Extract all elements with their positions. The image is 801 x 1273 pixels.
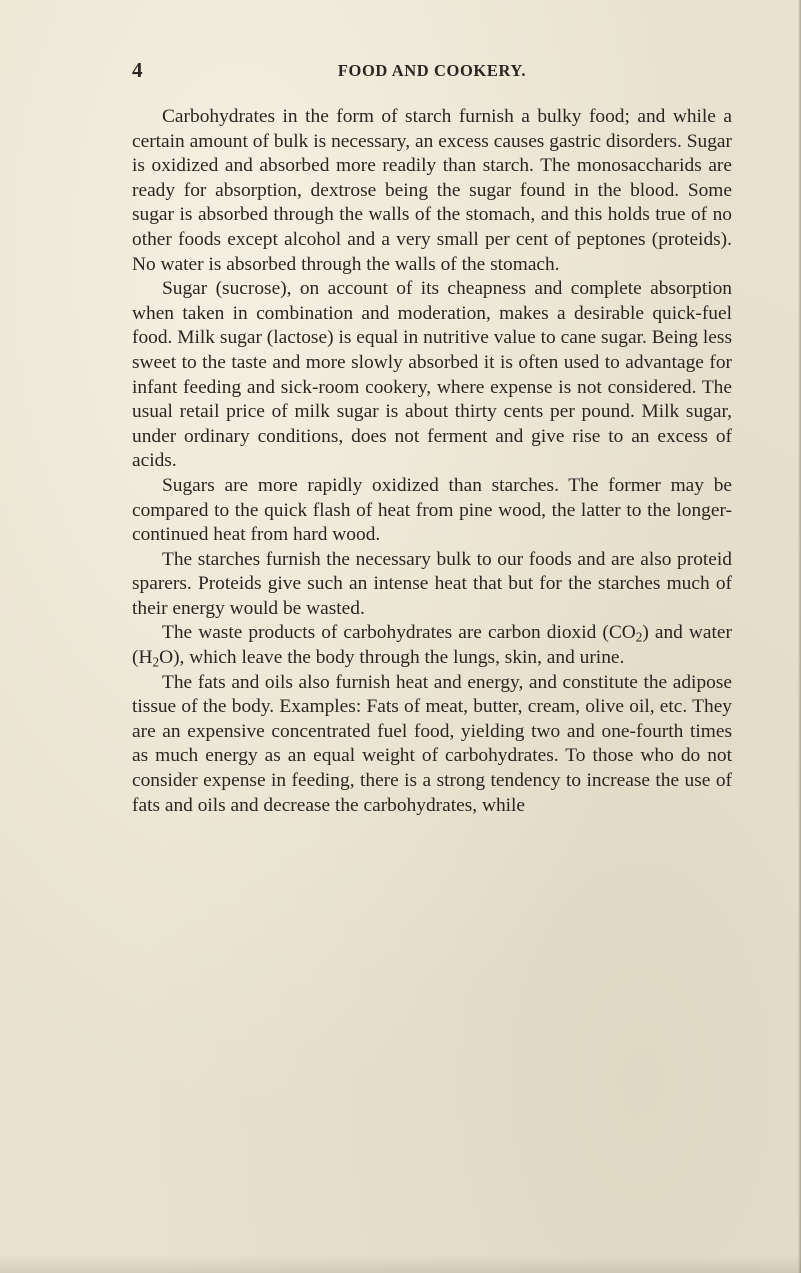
waste-text-part-3: O), which leave the body through the lungs, skin, and urine. — [159, 647, 625, 669]
paragraph-sucrose-lactose: Sugar (sucrose), on account of its cheapness and complete absorption when taken in combination and moderation, makes a desirable quick-fuel food. Milk sugar (lactose) is equal in nutritive value to cane sugar. Being less sweet to the taste and more slowly absorbed it is often used to advantage for infant feeding and sick-room cookery, where expense is not considered. The usual retail price of milk sugar is about thirty cents per pound. Milk sugar, under ordinary conditions, does not ferment and give rise to an excess of acids. — [132, 278, 732, 472]
paragraph-starches-bulk: The starches furnish the necessary bulk to our foods and are also proteid sparers. Proteids give such an intense heat that but for the starches much of their energy would be wasted. — [132, 548, 732, 619]
h2o-subscript: 2 — [152, 654, 160, 670]
body-text — [132, 105, 732, 818]
running-head: FOOD AND COOKERY. — [337, 61, 527, 80]
paragraph-sugars-vs-starches: Sugars are more rapidly oxidized than starches. The former may be compared to the quick flash of heat from pine wood, the latter to the longer-continued heat from hard wood. — [132, 474, 732, 546]
co2-subscript: 2 — [635, 629, 643, 645]
paragraph-waste-products — [132, 621, 732, 670]
waste-text-part-2: ) and water (H — [132, 622, 732, 669]
page-number: 4 — [132, 58, 143, 82]
paragraph-fats-and-oils: The fats and oils also furnish heat and energy, and constitute the adipose tissue of the body. Examples: Fats of meat, butter, cream, olive oil, etc. They are an expensive concentrated fuel food, yielding two and one-fourth times as much energy as an equal weight of carbohydrates. To those who do not consider expense in feeding, there is a strong tendency to increase the use of fats and oils and decrease the carbohydrates, while — [132, 671, 732, 816]
page-bottom-shadow — [0, 1255, 801, 1273]
paragraph-carbohydrates-starch: Carbohydrates in the form of starch furnish a bulky food; and while a certain amount of bulk is necessary, an excess causes gastric disorders. Sugar is oxidized and absorbed more readily than starch. The monosaccharids are ready for absorption, dextrose being the sugar found in the blood. Some sugar is absorbed through the walls of the stomach, and this holds true of no other foods except alcohol and a very small per cent of peptones (proteids). No water is absorbed through the walls of the stomach. — [132, 106, 732, 275]
waste-text-part-1: The waste products of carbohydrates are carbon dioxid (CO — [162, 622, 636, 644]
page-header — [132, 58, 732, 82]
